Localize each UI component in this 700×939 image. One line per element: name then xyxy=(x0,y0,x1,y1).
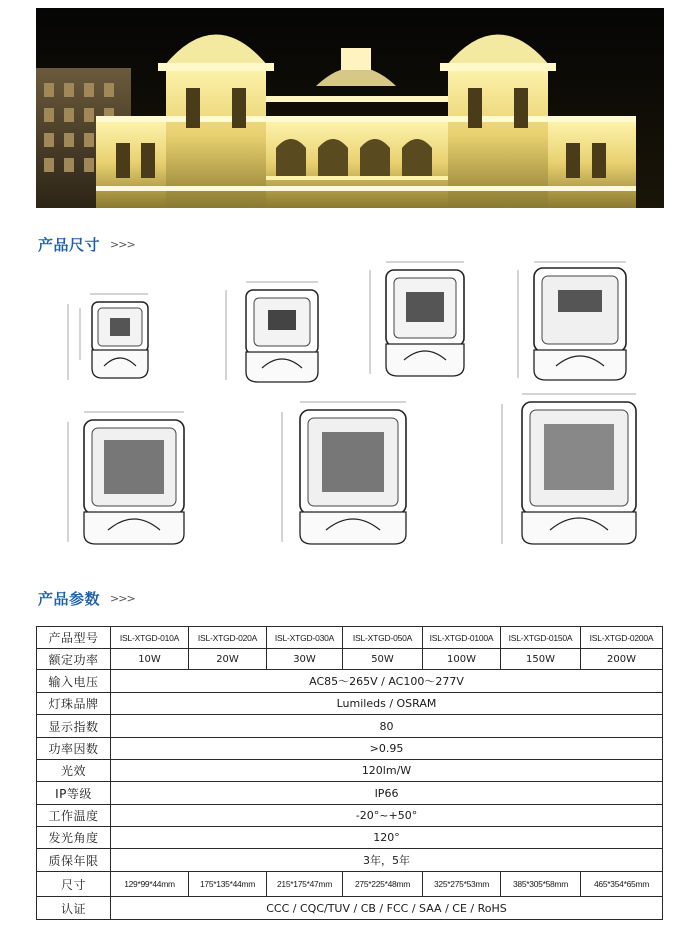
table-cell: 30W xyxy=(267,649,343,670)
section-title-text: 产品尺寸 xyxy=(38,236,101,254)
illuminated-building-illustration xyxy=(36,8,664,208)
table-cell: 200W xyxy=(581,649,663,670)
section-arrows: >>> xyxy=(110,592,135,605)
table-cell: 175*135*44mm xyxy=(189,872,267,897)
table-cell: 129*99*44mm xyxy=(111,872,189,897)
section-arrows: >>> xyxy=(110,238,135,251)
table-cell-spanning: IP66 xyxy=(111,782,663,805)
table-cell-spanning: >0.95 xyxy=(111,738,663,760)
table-cell: 275*225*48mm xyxy=(343,872,423,897)
table-cell-spanning: 120lm/W xyxy=(111,760,663,782)
row-label: 工作温度 xyxy=(37,805,111,827)
table-cell: 325*275*53mm xyxy=(423,872,501,897)
table-cell: ISL-XTGD-030A xyxy=(267,627,343,649)
table-row xyxy=(37,849,663,872)
table-cell: ISL-XTGD-0150A xyxy=(501,627,581,649)
table-cell: ISL-XTGD-020A xyxy=(189,627,267,649)
table-cell: 150W xyxy=(501,649,581,670)
table-cell: 50W xyxy=(343,649,423,670)
table-cell: 10W xyxy=(111,649,189,670)
row-label: IP等级 xyxy=(37,782,111,805)
table-row xyxy=(37,627,663,649)
table-cell-spanning: 3年，5年 xyxy=(111,849,663,872)
table-cell-spanning: CCC / CQC/TUV / CB / FCC / SAA / CE / RoHS xyxy=(111,897,663,920)
lamp-drawing-020a xyxy=(218,278,330,386)
table-row xyxy=(37,805,663,827)
table-cell: 465*354*65mm xyxy=(581,872,663,897)
row-label: 认证 xyxy=(37,897,111,920)
row-label: 功率因数 xyxy=(37,738,111,760)
table-cell: ISL-XTGD-0100A xyxy=(423,627,501,649)
table-cell: ISL-XTGD-010A xyxy=(111,627,189,649)
parameter-table xyxy=(36,626,663,920)
row-label: 产品型号 xyxy=(37,627,111,649)
lamp-drawing-0150a xyxy=(274,398,414,548)
table-row xyxy=(37,897,663,920)
table-row xyxy=(37,827,663,849)
section-title-parameters xyxy=(38,588,135,609)
row-label: 尺寸 xyxy=(37,872,111,897)
table-cell-spanning: 80 xyxy=(111,715,663,738)
row-label: 显示指数 xyxy=(37,715,111,738)
table-row xyxy=(37,872,663,897)
table-row xyxy=(37,782,663,805)
row-label: 质保年限 xyxy=(37,849,111,872)
table-cell: 100W xyxy=(423,649,501,670)
table-row xyxy=(37,670,663,693)
table-cell: 20W xyxy=(189,649,267,670)
section-title-text: 产品参数 xyxy=(38,590,101,608)
section-title-dimensions xyxy=(38,234,135,255)
lamp-drawing-030a xyxy=(362,258,474,380)
lamp-drawing-010a xyxy=(60,290,160,385)
row-label: 发光角度 xyxy=(37,827,111,849)
lamp-drawing-0100a xyxy=(60,408,194,548)
table-cell-spanning: 120° xyxy=(111,827,663,849)
table-row xyxy=(37,760,663,782)
table-cell-spanning: AC85～265V / AC100～277V xyxy=(111,670,663,693)
row-label: 灯珠品牌 xyxy=(37,693,111,715)
table-row xyxy=(37,693,663,715)
row-label: 光效 xyxy=(37,760,111,782)
table-row xyxy=(37,738,663,760)
table-cell: ISL-XTGD-050A xyxy=(343,627,423,649)
table-cell-spanning: -20°~+50° xyxy=(111,805,663,827)
table-row xyxy=(37,649,663,670)
table-cell-spanning: Lumileds / OSRAM xyxy=(111,693,663,715)
lamp-drawing-050a xyxy=(510,258,634,384)
hero-banner-image xyxy=(36,8,664,208)
table-cell: ISL-XTGD-0200A xyxy=(581,627,663,649)
table-cell: 215*175*47mm xyxy=(267,872,343,897)
table-row xyxy=(37,715,663,738)
row-label: 额定功率 xyxy=(37,649,111,670)
lamp-drawing-0200a xyxy=(494,390,644,550)
row-label: 输入电压 xyxy=(37,670,111,693)
table-cell: 385*305*58mm xyxy=(501,872,581,897)
